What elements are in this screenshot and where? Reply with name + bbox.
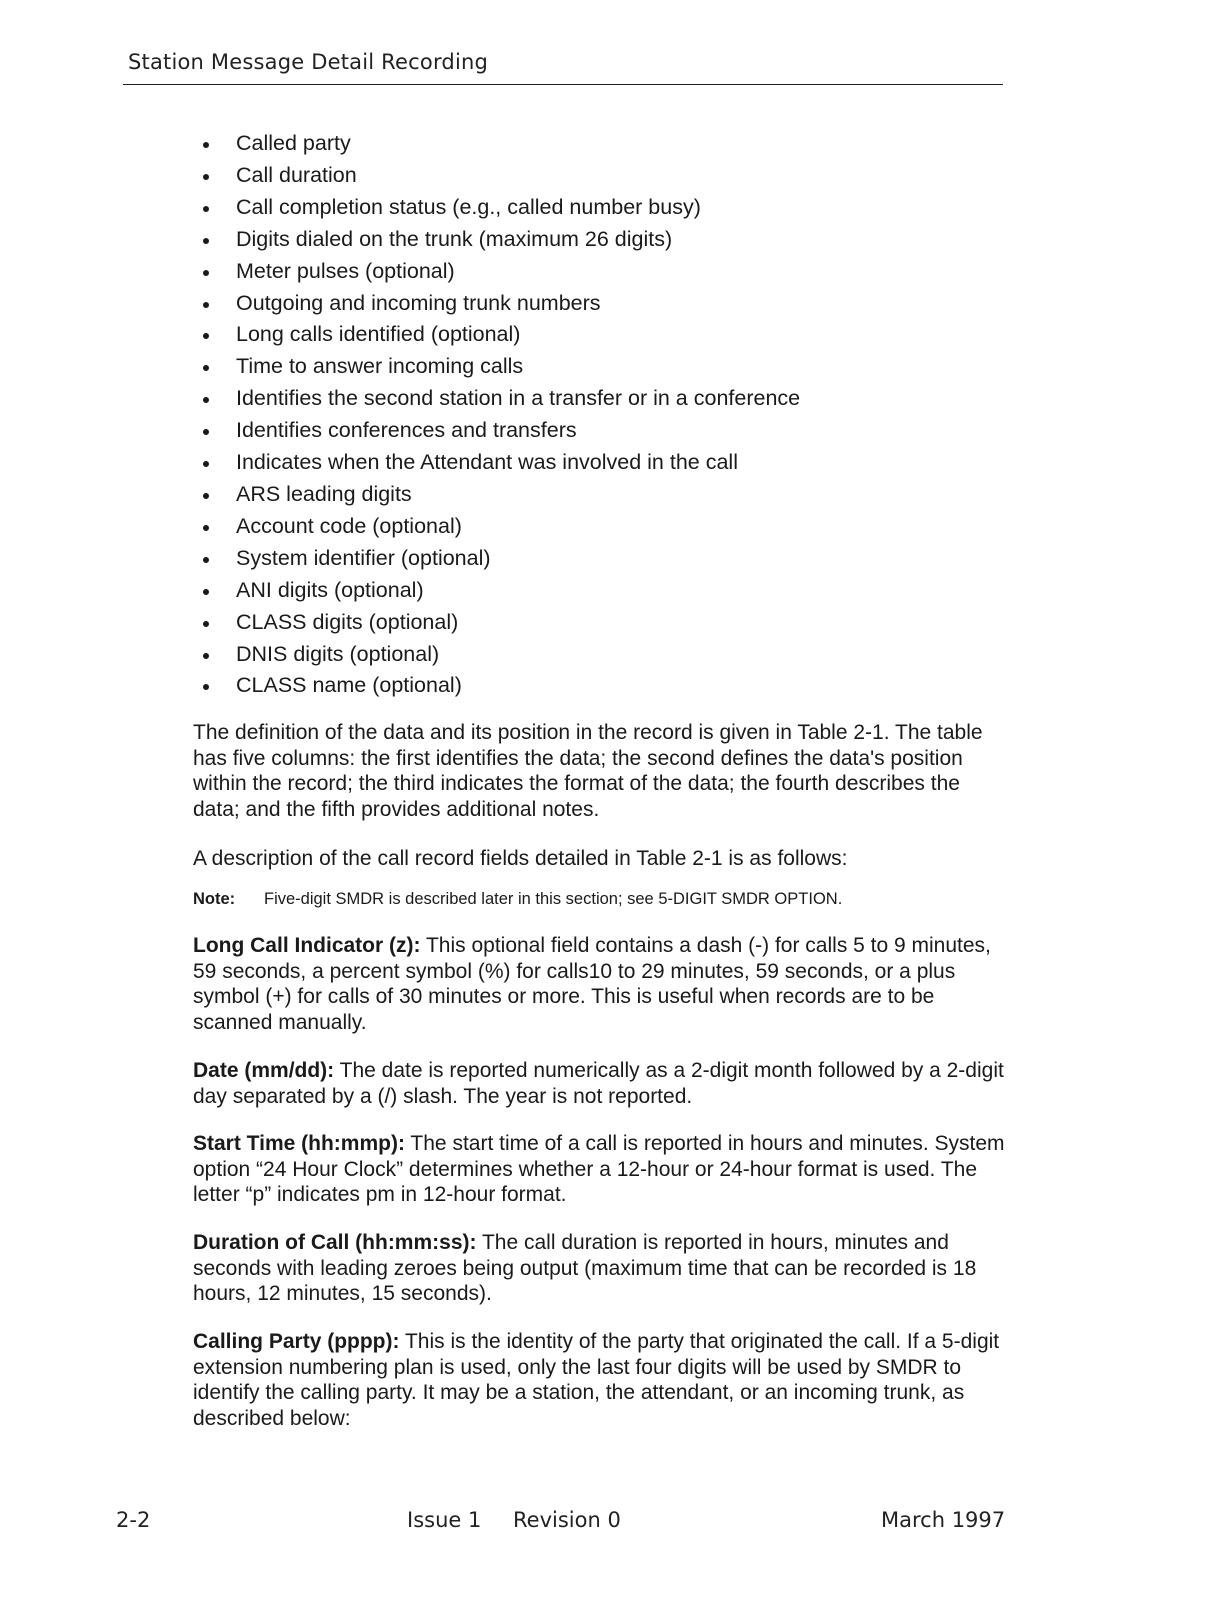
- field-start-time: [193, 1131, 1008, 1208]
- list-item: [198, 160, 800, 192]
- list-item: [198, 351, 800, 383]
- field-description: The call duration is reported in hours, minutes and seconds with leading zeroes being output (maximum time that can be recorded is 18 hours, 12 minutes, 15 seconds).: [193, 1231, 977, 1305]
- header-rule: [123, 84, 1003, 85]
- list-item: [198, 447, 800, 479]
- list-item-text: Call completion status (e.g., called number busy): [236, 194, 701, 219]
- bullet-icon: [203, 365, 209, 371]
- field-term: Duration of Call (hh:mm:ss):: [193, 1231, 477, 1254]
- list-item: [198, 415, 800, 447]
- footer-page-number: 2-2: [116, 1508, 151, 1532]
- list-item-text: Called party: [236, 131, 351, 155]
- bullet-icon: [203, 621, 209, 627]
- list-item: [198, 319, 800, 351]
- list-item-text: CLASS digits (optional): [236, 609, 459, 634]
- field-long-call-indicator: [193, 933, 1008, 1035]
- list-item: [198, 192, 800, 224]
- fields-intro-paragraph: A description of the call record fields detailed in Table 2-1 is as follows:: [193, 847, 848, 870]
- list-item-text: Identifies the second station in a transfer or in a conference: [236, 386, 801, 411]
- list-item-text: DNIS digits (optional): [236, 641, 440, 666]
- bullet-icon: [203, 429, 209, 435]
- bullet-icon: [203, 684, 209, 690]
- footer-revision: Revision 0: [513, 1508, 621, 1532]
- list-item-text: Indicates when the Attendant was involved in the call: [236, 450, 738, 475]
- bullet-icon: [203, 525, 209, 531]
- list-item: [198, 128, 800, 160]
- bullet-icon: [203, 206, 209, 212]
- list-item: [198, 607, 800, 639]
- field-description: This optional field contains a dash (-) for calls 5 to 9 minutes, 59 seconds, a percent symbol (%) for calls10 to 29 minutes, 59 seconds, or a plus symbol (+) for calls of 30 minutes or more. This is useful when records are to be scanned manually.: [193, 934, 991, 1034]
- bullet-icon: [203, 238, 209, 244]
- bullet-icon: [203, 333, 209, 339]
- list-item-text: System identifier (optional): [236, 545, 491, 570]
- footer-issue: Issue 1: [407, 1508, 482, 1532]
- field-duration-of-call: [193, 1230, 1008, 1307]
- bullet-icon: [203, 653, 209, 659]
- bullet-icon: [203, 302, 209, 308]
- running-header: Station Message Detail Recording: [128, 50, 489, 74]
- list-item-text: Outgoing and incoming trunk numbers: [236, 290, 601, 315]
- list-item: [198, 543, 800, 575]
- field-term: Calling Party (pppp):: [193, 1330, 400, 1353]
- bullet-icon: [203, 493, 209, 499]
- field-term: Long Call Indicator (z):: [193, 934, 421, 957]
- list-item: [198, 256, 800, 288]
- list-item-text: Time to answer incoming calls: [236, 354, 524, 379]
- list-item-text: Long calls identified (optional): [236, 322, 521, 347]
- list-item-text: Digits dialed on the trunk (maximum 26 digits): [236, 226, 673, 251]
- bullet-icon: [203, 589, 209, 595]
- table-intro-paragraph: The definition of the data and its position in the record is given in Table 2-1. The table has five columns: the first identifies the data; the second defines the data's position within the record; the third indicates the format of the data; the fourth describes the data; and the fifth provides additional notes.: [193, 721, 983, 821]
- list-item-text: Meter pulses (optional): [236, 258, 455, 283]
- field-calling-party: [193, 1329, 1008, 1431]
- bullet-icon: [203, 557, 209, 563]
- note-text: Five-digit SMDR is described later in this section; see 5-DIGIT SMDR OPTION.: [264, 890, 843, 908]
- note: [193, 890, 842, 909]
- field-date: [193, 1058, 1008, 1109]
- note-label: Note:: [193, 890, 236, 908]
- field-description: The start time of a call is reported in hours and minutes. System option “24 Hour Clock” determines whether a 12-hour or 24-hour format is used. The letter “p” indicates pm in 12-hour format.: [193, 1132, 1005, 1206]
- list-item: [198, 288, 800, 320]
- field-description: The date is reported numerically as a 2-digit month followed by a 2-digit day separated by a (/) slash. The year is not reported.: [193, 1059, 1004, 1108]
- bullet-icon: [203, 397, 209, 403]
- field-term: Start Time (hh:mmp):: [193, 1132, 405, 1155]
- list-item-text: Account code (optional): [236, 513, 462, 538]
- list-item-text: ARS leading digits: [236, 481, 412, 506]
- list-item-text: CLASS name (optional): [236, 673, 462, 698]
- list-item: [198, 224, 800, 256]
- list-item: [198, 383, 800, 415]
- bullet-icon: [203, 461, 209, 467]
- bullet-icon: [203, 270, 209, 276]
- footer-date: March 1997: [881, 1508, 1006, 1532]
- list-item-text: Identifies conferences and transfers: [236, 418, 577, 443]
- list-item: [198, 479, 800, 511]
- field-description: This is the identity of the party that originated the call. If a 5-digit extension numbering plan is used, only the last four digits will be used by SMDR to identify the calling party. It may be a station, the attendant, or an incoming trunk, as described below:: [193, 1330, 1000, 1430]
- list-item: [198, 575, 800, 607]
- feature-bullet-list: [198, 128, 800, 702]
- list-item-text: ANI digits (optional): [236, 577, 424, 602]
- bullet-icon: [203, 142, 209, 148]
- list-item-text: Call duration: [236, 162, 357, 187]
- list-item: [198, 639, 800, 671]
- bullet-icon: [203, 174, 209, 180]
- list-item: [198, 670, 800, 702]
- field-term: Date (mm/dd):: [193, 1059, 335, 1082]
- list-item: [198, 511, 800, 543]
